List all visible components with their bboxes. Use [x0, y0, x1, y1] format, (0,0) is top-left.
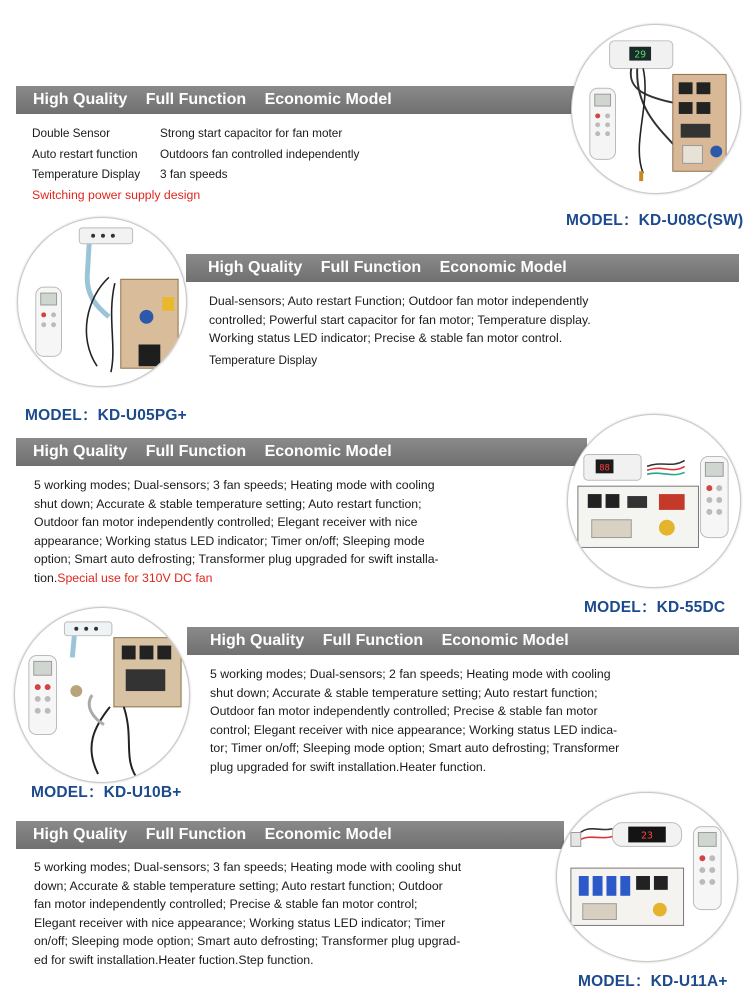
banner-text-2: Full Function	[322, 632, 424, 649]
block1-banner	[16, 86, 586, 114]
banner-text-1: High Quality	[33, 443, 128, 460]
banner-text-3: Economic Model	[264, 91, 392, 108]
banner-text-1: High Quality	[210, 632, 305, 649]
desc-line: Temperature Display	[209, 352, 318, 367]
desc-line: appearance; Working status LED indicator; Timer on/off; Sleeping mode	[34, 533, 425, 548]
banner-text-2: Full Function	[320, 259, 422, 276]
desc-line: down; Accurate & stable temperature setting; Auto restart function; Outdoor	[34, 878, 443, 893]
model-label-5: MODEL：KD-U11A+	[578, 973, 728, 990]
banner-text-2: Full Function	[145, 826, 247, 843]
block3-description	[34, 476, 439, 587]
spec-right: 3 fan speeds	[160, 167, 228, 182]
desc-line: Elegant receiver with nice appearance; Working status LED indicator; Timer	[34, 915, 446, 930]
spec-right: Strong start capacitor for fan moter	[160, 126, 343, 140]
block4-description	[210, 665, 619, 776]
product-photo-3-graphic	[568, 415, 740, 587]
banner-text-3: Economic Model	[441, 632, 569, 649]
desc-line: shut down; Accurate & stable temperature setting; Auto restart function;	[210, 685, 598, 700]
desc-line: Outdoor fan motor independently controlled; Elegant receiver with nice	[34, 515, 418, 529]
display-digits: 23	[641, 830, 653, 842]
spec-left: Double Sensor	[32, 126, 111, 140]
highlight-text: Switching power supply design	[32, 187, 201, 202]
desc-line: 5 working modes; Dual-sensors; 3 fan speeds; Heating mode with cooling shut	[34, 860, 462, 874]
banner-text-2: Full Function	[145, 91, 247, 108]
model-label-2: MODEL：KD-U05PG+	[25, 407, 187, 424]
spec-row	[32, 123, 359, 144]
desc-line: tion.	[34, 570, 58, 585]
block1-specs	[32, 123, 359, 205]
banner-text-3: Economic Model	[264, 443, 392, 460]
model-label-1: MODEL：KD-U08C(SW)	[566, 212, 744, 229]
highlight-text: Special use for 310V DC fan	[57, 570, 213, 585]
block5-description	[34, 858, 461, 969]
desc-line: controlled; Powerful start capacitor for fan motor; Temperature display.	[209, 312, 591, 327]
spec-left: Temperature Display	[32, 167, 141, 182]
product-photo-4-graphic	[15, 608, 189, 782]
product-photo-2	[17, 217, 187, 387]
spec-left: Auto restart function	[32, 146, 138, 161]
product-photo-4	[14, 607, 190, 783]
desc-line: option; Smart auto defrosting; Transformer plug upgraded for swift installa-	[34, 552, 439, 566]
desc-line: control; Elegant receiver with nice appearance; Working status LED indica-	[210, 722, 618, 737]
desc-line: Working status LED indicator; Precise & stable fan motor control.	[209, 331, 563, 345]
model-label-3: MODEL：KD-55DC	[584, 599, 726, 616]
display-digits: 29	[634, 49, 647, 61]
desc-line: tor; Timer on/off; Sleeping mode option; Smart auto defrosting; Transformer	[210, 741, 620, 755]
desc-line: ed for swift installation.Heater fuction.Step function.	[34, 952, 314, 967]
product-photo-1	[571, 24, 741, 194]
desc-line: fan motor independently controlled; Precise & stable fan motor control;	[34, 897, 418, 911]
desc-line: 5 working modes; Dual-sensors; 2 fan speeds; Heating mode with cooling	[210, 667, 611, 681]
product-photo-5-graphic	[557, 793, 737, 961]
product-photo-2-graphic	[18, 218, 186, 386]
product-photo-5	[556, 792, 738, 962]
desc-line-last	[34, 569, 439, 588]
banner-text-2: Full Function	[145, 443, 247, 460]
banner-text-1: High Quality	[208, 259, 303, 276]
block2-banner	[186, 254, 739, 282]
product-photo-3	[567, 414, 741, 588]
spec-row	[32, 144, 359, 165]
block2-description	[209, 292, 591, 369]
desc-line: Dual-sensors; Auto restart Function; Outdoor fan motor independently	[209, 294, 589, 308]
desc-line: 5 working modes; Dual-sensors; 3 fan speeds; Heating mode with cooling	[34, 478, 435, 492]
desc-line: Outdoor fan motor independently controlled; Precise & stable fan motor	[210, 704, 598, 718]
banner-text-3: Economic Model	[264, 826, 392, 843]
block5-banner	[16, 821, 564, 849]
desc-line: on/off; Sleeping mode option; Smart auto defrosting; Transformer plug upgrad-	[34, 934, 461, 948]
banner-text-3: Economic Model	[439, 259, 567, 276]
product-photo-1-graphic	[572, 25, 740, 193]
model-label-4: MODEL：KD-U10B+	[31, 784, 182, 801]
desc-line: plug upgraded for swift installation.Heater function.	[210, 759, 487, 774]
banner-text-1: High Quality	[33, 91, 128, 108]
display-digits: 88	[599, 463, 610, 474]
block3-banner	[16, 438, 587, 466]
banner-text-1: High Quality	[33, 826, 128, 843]
spec-row	[32, 164, 359, 185]
spec-right: Outdoors fan controlled independently	[160, 146, 360, 161]
block4-banner	[187, 627, 739, 655]
desc-line: shut down; Accurate & stable temperature setting; Auto restart function;	[34, 496, 422, 511]
